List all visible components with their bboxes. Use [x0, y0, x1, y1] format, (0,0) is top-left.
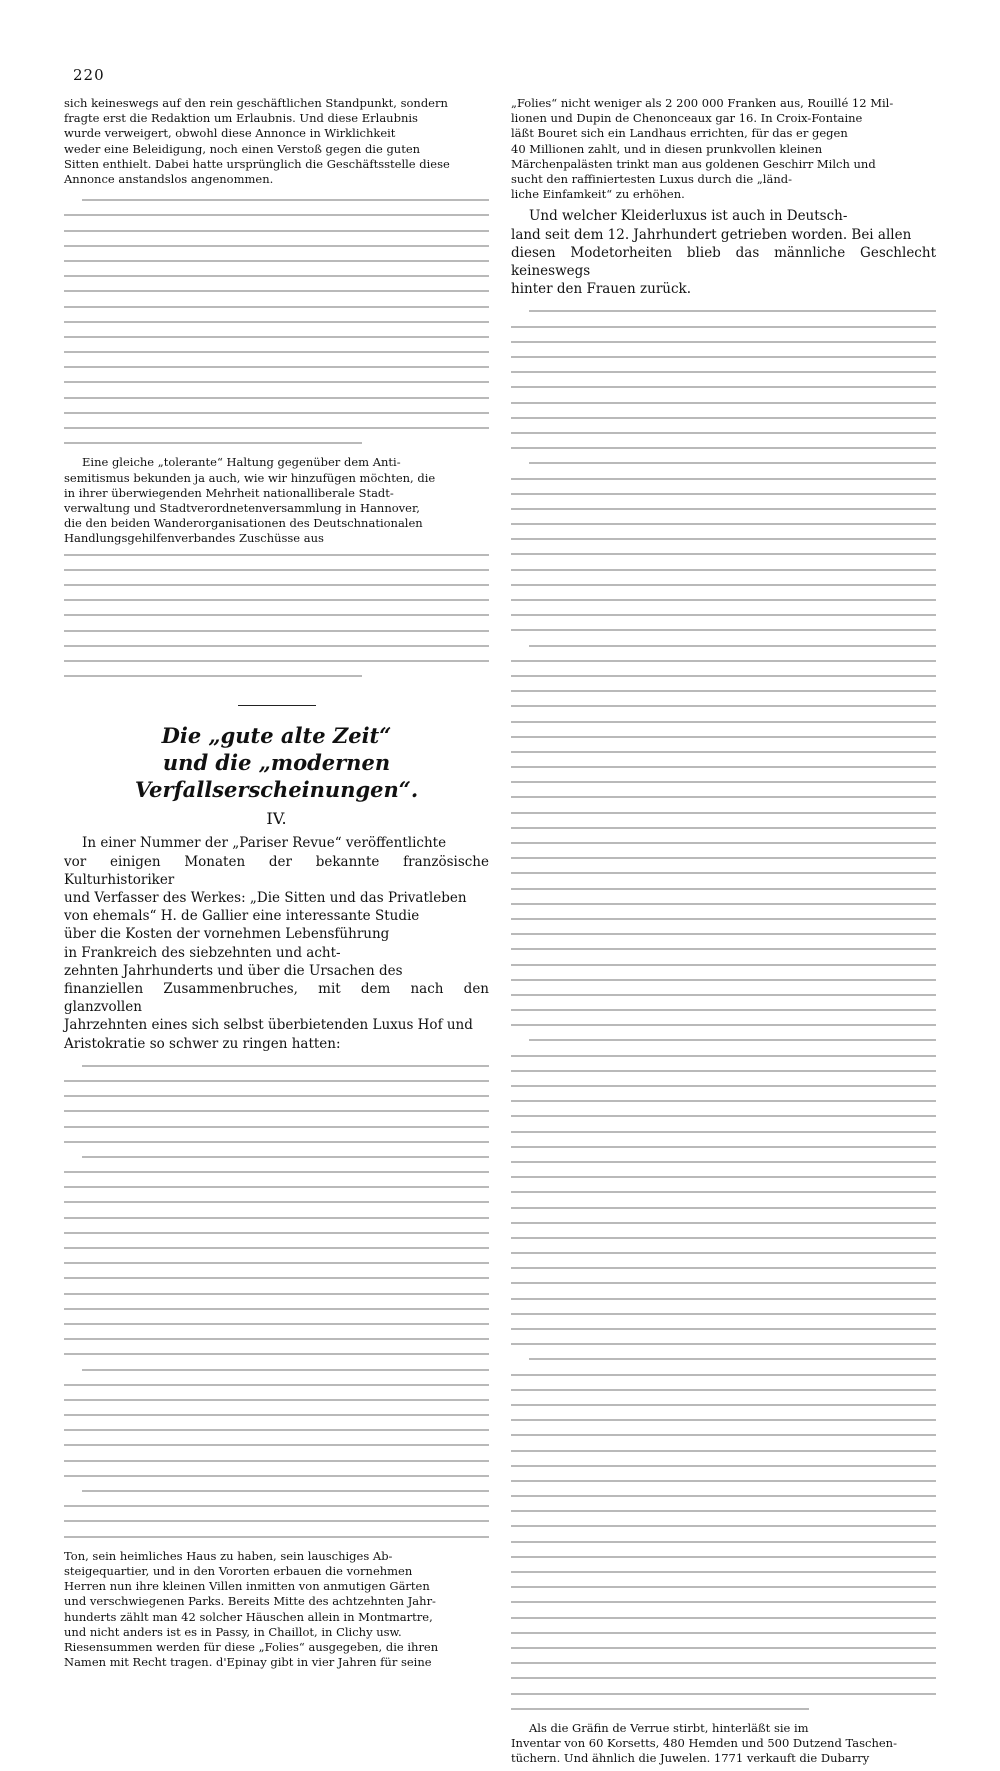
illegible-line — [511, 1518, 936, 1533]
text-line: in Frankreich des siebzehnten und acht- — [64, 944, 341, 961]
illegible-line — [64, 1316, 489, 1331]
illegible-line — [511, 1640, 936, 1655]
illegible-line — [64, 1270, 489, 1285]
illegible-line — [64, 1498, 489, 1513]
illegible-line — [511, 622, 936, 637]
right-paragraph-1 — [511, 96, 936, 202]
text-line: in ihrer überwiegenden Mehrheit nationalliberale Stadt- — [64, 485, 394, 500]
illegible-line — [64, 1255, 489, 1270]
text-line: Namen mit Recht tragen. d'Epinay gibt in vier Jahren für seine — [64, 1655, 432, 1670]
right-paragraph-last — [511, 1721, 936, 1767]
section-heading-line-2: und die „modernen Verfallserscheinungen“. — [134, 750, 419, 803]
illegible-line — [511, 896, 936, 911]
text-line: semitismus bekunden ja auch, wie wir hinzufügen möchten, die — [64, 470, 436, 485]
illegible-line — [64, 547, 489, 562]
illegible-line — [511, 531, 936, 546]
text-line: Herren nun ihre kleinen Villen inmitten von anmutigen Gärten — [64, 1579, 430, 1594]
illegible-line — [511, 698, 936, 713]
illegible-line — [64, 192, 489, 207]
left-paragraph-2 — [64, 192, 489, 450]
illegible-line — [64, 1483, 489, 1498]
illegible-line — [511, 455, 936, 470]
illegible-line — [511, 911, 936, 926]
illegible-line — [511, 850, 936, 865]
illegible-line — [511, 805, 936, 820]
illegible-line — [511, 1549, 936, 1564]
illegible-line — [64, 1149, 489, 1164]
illegible-line — [511, 395, 936, 410]
left-column — [64, 96, 489, 1675]
illegible-line — [64, 623, 489, 638]
illegible-line — [64, 1119, 489, 1134]
text-line: Märchenpalästen trinkt man aus goldenen Geschirr Milch und — [511, 156, 876, 171]
illegible-line — [64, 1529, 489, 1544]
text-line: Aristokratie so schwer zu ringen hatten: — [64, 1035, 341, 1052]
illegible-line — [64, 1179, 489, 1194]
illegible-line — [64, 374, 489, 389]
illegible-line — [511, 1002, 936, 1017]
illegible-line — [511, 1139, 936, 1154]
illegible-line — [511, 1108, 936, 1123]
illegible-line — [511, 1306, 936, 1321]
illegible-line — [511, 789, 936, 804]
illegible-line — [511, 1063, 936, 1078]
illegible-line — [511, 1655, 936, 1670]
illegible-line — [511, 1412, 936, 1427]
illegible-line — [511, 501, 936, 516]
illegible-line — [64, 1134, 489, 1149]
illegible-line — [511, 334, 936, 349]
illegible-line — [511, 972, 936, 987]
illegible-line — [64, 592, 489, 607]
illegible-line — [511, 1686, 936, 1701]
illegible-line — [511, 1579, 936, 1594]
page-number: 220 — [73, 66, 105, 84]
illegible-line — [511, 668, 936, 683]
illegible-line — [64, 607, 489, 622]
illegible-line — [511, 653, 936, 668]
illegible-line — [64, 390, 489, 405]
illegible-line — [511, 1215, 936, 1230]
illegible-line — [511, 1048, 936, 1063]
illegible-line — [511, 1321, 936, 1336]
text-line: „Folies“ nicht weniger als 2 200 000 Franken aus, Rouillé 12 Mil- — [511, 96, 894, 110]
illegible-line — [64, 1164, 489, 1179]
illegible-line — [511, 941, 936, 956]
right-paragraph-2 — [511, 207, 936, 298]
illegible-line — [511, 774, 936, 789]
text-line: fragte erst die Redaktion um Erlaubnis. Und diese Erlaubnis — [64, 111, 418, 126]
illegible-line — [511, 759, 936, 774]
lead-paragraph — [64, 834, 489, 1052]
text-line: und verschwiegenen Parks. Bereits Mitte des achtzehnten Jahr- — [64, 1594, 436, 1609]
text-line: Ton, sein heimliches Haus zu haben, sein lauschiges Ab- — [64, 1548, 393, 1563]
illegible-line — [511, 1017, 936, 1032]
section-separator — [238, 705, 316, 706]
illegible-line — [511, 562, 936, 577]
right-paragraph-body — [511, 303, 936, 1715]
illegible-line — [511, 1564, 936, 1579]
illegible-line — [64, 1058, 489, 1073]
illegible-line — [511, 638, 936, 653]
illegible-line — [511, 425, 936, 440]
text-line: und nicht anders ist es in Passy, in Chaillot, in Clichy usw. — [64, 1624, 402, 1639]
illegible-line — [511, 1275, 936, 1290]
illegible-line — [511, 440, 936, 455]
illegible-line — [511, 1336, 936, 1351]
left-paragraph-last — [64, 1549, 489, 1671]
illegible-line — [64, 1422, 489, 1437]
text-line: 40 Millionen zahlt, und in diesen prunkvollen kleinen — [511, 141, 823, 156]
illegible-line — [511, 957, 936, 972]
illegible-line — [511, 1184, 936, 1199]
text-line: finanziellen Zusammenbruches, mit dem nach den glanzvollen — [64, 980, 489, 1016]
illegible-line — [511, 379, 936, 394]
illegible-line — [511, 303, 936, 318]
illegible-line — [511, 1351, 936, 1366]
illegible-line — [64, 668, 489, 683]
illegible-line — [64, 1407, 489, 1422]
illegible-line — [511, 1594, 936, 1609]
illegible-line — [64, 638, 489, 653]
illegible-line — [511, 592, 936, 607]
illegible-line — [64, 405, 489, 420]
text-line: steigequartier, und in den Vororten erbauen die vornehmen — [64, 1563, 413, 1578]
text-line: Eine gleiche „tolerante“ Haltung gegenüber dem Anti- — [82, 455, 401, 470]
text-line: läßt Bouret sich ein Landhaus errichten, für das er gegen — [511, 126, 848, 141]
illegible-line — [64, 329, 489, 344]
illegible-line — [511, 881, 936, 896]
text-line: wurde verweigert, obwohl diese Annonce in Wirklichkeit — [64, 126, 396, 141]
illegible-line — [511, 1701, 936, 1716]
illegible-line — [64, 1437, 489, 1452]
illegible-line — [511, 1078, 936, 1093]
illegible-line — [511, 1245, 936, 1260]
illegible-line — [64, 1194, 489, 1209]
illegible-line — [64, 1103, 489, 1118]
text-line: Jahrzehnten eines sich selbst überbietenden Luxus Hof und — [64, 1017, 473, 1034]
section-heading-line-1: Die „gute alte Zeit“ — [161, 723, 392, 749]
illegible-line — [64, 1468, 489, 1483]
text-line: sucht den raffiniertesten Luxus durch die „länd- — [511, 172, 792, 187]
text-line: In einer Nummer der „Pariser Revue“ veröffentlichte — [82, 835, 447, 852]
text-line: weder eine Beleidigung, noch einen Verstoß gegen die guten — [64, 141, 421, 156]
illegible-line — [64, 1088, 489, 1103]
illegible-line — [64, 223, 489, 238]
text-line: die den beiden Wanderorganisationen des Deutschnationalen — [64, 516, 423, 531]
illegible-line — [511, 729, 936, 744]
text-line: hunderts zählt man 42 solcher Häuschen allein in Montmartre, — [64, 1609, 433, 1624]
text-line: über die Kosten der vornehmen Lebensführung — [64, 926, 390, 943]
text-line: diesen Modetorheiten blieb das männliche Geschlecht keineswegs — [511, 244, 936, 280]
text-line: Inventar von 60 Korsetts, 480 Hemden und 500 Dutzend Taschen- — [511, 1736, 897, 1751]
text-line: Handlungsgehilfenverbandes Zuschüsse aus — [64, 531, 324, 546]
text-line: Riesensummen werden für diese „Folies“ ausgegeben, die ihren — [64, 1639, 439, 1654]
illegible-line — [64, 1392, 489, 1407]
text-line: hinter den Frauen zurück. — [511, 281, 692, 298]
illegible-line — [511, 577, 936, 592]
illegible-line — [511, 1670, 936, 1685]
text-line: von ehemals“ H. de Gallier eine interessante Studie — [64, 908, 420, 925]
illegible-line — [64, 1331, 489, 1346]
text-line: tüchern. Und ähnlich die Juwelen. 1771 verkauft die Dubarry — [511, 1751, 870, 1766]
illegible-line — [64, 1073, 489, 1088]
illegible-line — [511, 516, 936, 531]
text-line: lionen und Dupin de Chenonceaux gar 16. In Croix-Fontaine — [511, 111, 863, 126]
illegible-line — [511, 364, 936, 379]
illegible-line — [64, 253, 489, 268]
illegible-line — [511, 1032, 936, 1047]
illegible-line — [64, 577, 489, 592]
illegible-line — [511, 744, 936, 759]
illegible-line — [511, 1610, 936, 1625]
illegible-line — [64, 268, 489, 283]
text-line: verwaltung und Stadtverordnetenversammlung in Hannover, — [64, 501, 420, 516]
illegible-line — [511, 1093, 936, 1108]
illegible-line — [64, 1210, 489, 1225]
illegible-line — [511, 471, 936, 486]
illegible-line — [64, 238, 489, 253]
text-line: sich keineswegs auf den rein geschäftlichen Standpunkt, sondern — [64, 96, 448, 110]
illegible-line — [64, 1377, 489, 1392]
illegible-line — [511, 1154, 936, 1169]
text-line: zehnten Jahrhunderts und über die Ursachen des — [64, 962, 403, 979]
illegible-line — [511, 1260, 936, 1275]
illegible-line — [511, 1367, 936, 1382]
illegible-line — [511, 1382, 936, 1397]
illegible-line — [64, 1240, 489, 1255]
illegible-line — [511, 1625, 936, 1640]
illegible-line — [511, 1427, 936, 1442]
illegible-line — [64, 283, 489, 298]
illegible-line — [511, 1200, 936, 1215]
text-line: liche Einfamkeit“ zu erhöhen. — [511, 187, 685, 202]
illegible-line — [511, 1291, 936, 1306]
text-line: land seit dem 12. Jahrhundert getrieben worden. Bei allen — [511, 226, 912, 243]
illegible-line — [511, 1473, 936, 1488]
left-paragraph-1 — [64, 96, 489, 187]
illegible-line — [64, 1346, 489, 1361]
illegible-line — [511, 1230, 936, 1245]
illegible-line — [511, 835, 936, 850]
illegible-line — [64, 435, 489, 450]
illegible-line — [511, 865, 936, 880]
illegible-line — [511, 1443, 936, 1458]
illegible-line — [511, 319, 936, 334]
text-line: Sitten enthielt. Dabei hatte ursprünglich die Geschäftsstelle diese — [64, 156, 450, 171]
illegible-line — [511, 1503, 936, 1518]
illegible-line — [64, 314, 489, 329]
illegible-line — [511, 486, 936, 501]
illegible-line — [64, 420, 489, 435]
illegible-line — [511, 607, 936, 622]
left-paragraph-4 — [64, 455, 489, 683]
right-column — [511, 96, 936, 1771]
illegible-line — [511, 1458, 936, 1473]
illegible-line — [64, 1513, 489, 1528]
illegible-line — [511, 714, 936, 729]
illegible-line — [64, 653, 489, 668]
text-line: Als die Gräfin de Verrue stirbt, hinterläßt sie im — [529, 1720, 809, 1735]
illegible-line — [64, 344, 489, 359]
section-number: IV. — [266, 809, 287, 829]
illegible-line — [511, 1124, 936, 1139]
illegible-line — [511, 1488, 936, 1503]
illegible-line — [511, 1534, 936, 1549]
illegible-line — [64, 299, 489, 314]
illegible-line — [64, 562, 489, 577]
illegible-line — [64, 359, 489, 374]
text-line: Und welcher Kleiderluxus ist auch in Deutsch- — [529, 208, 848, 225]
text-line: und Verfasser des Werkes: „Die Sitten und das Privatleben — [64, 889, 467, 906]
left-paragraph-body — [64, 1058, 489, 1544]
illegible-line — [511, 410, 936, 425]
illegible-line — [64, 1362, 489, 1377]
illegible-line — [511, 820, 936, 835]
text-line: vor einigen Monaten der bekannte französische Kulturhistoriker — [64, 853, 489, 888]
illegible-line — [511, 926, 936, 941]
illegible-line — [511, 1169, 936, 1184]
illegible-line — [64, 1286, 489, 1301]
text-line: Annonce anstandslos angenommen. — [64, 172, 274, 187]
illegible-line — [511, 546, 936, 561]
illegible-line — [64, 1453, 489, 1468]
illegible-line — [511, 987, 936, 1002]
illegible-line — [511, 349, 936, 364]
illegible-line — [64, 207, 489, 222]
illegible-line — [511, 683, 936, 698]
illegible-line — [64, 1225, 489, 1240]
illegible-line — [64, 1301, 489, 1316]
illegible-line — [511, 1397, 936, 1412]
